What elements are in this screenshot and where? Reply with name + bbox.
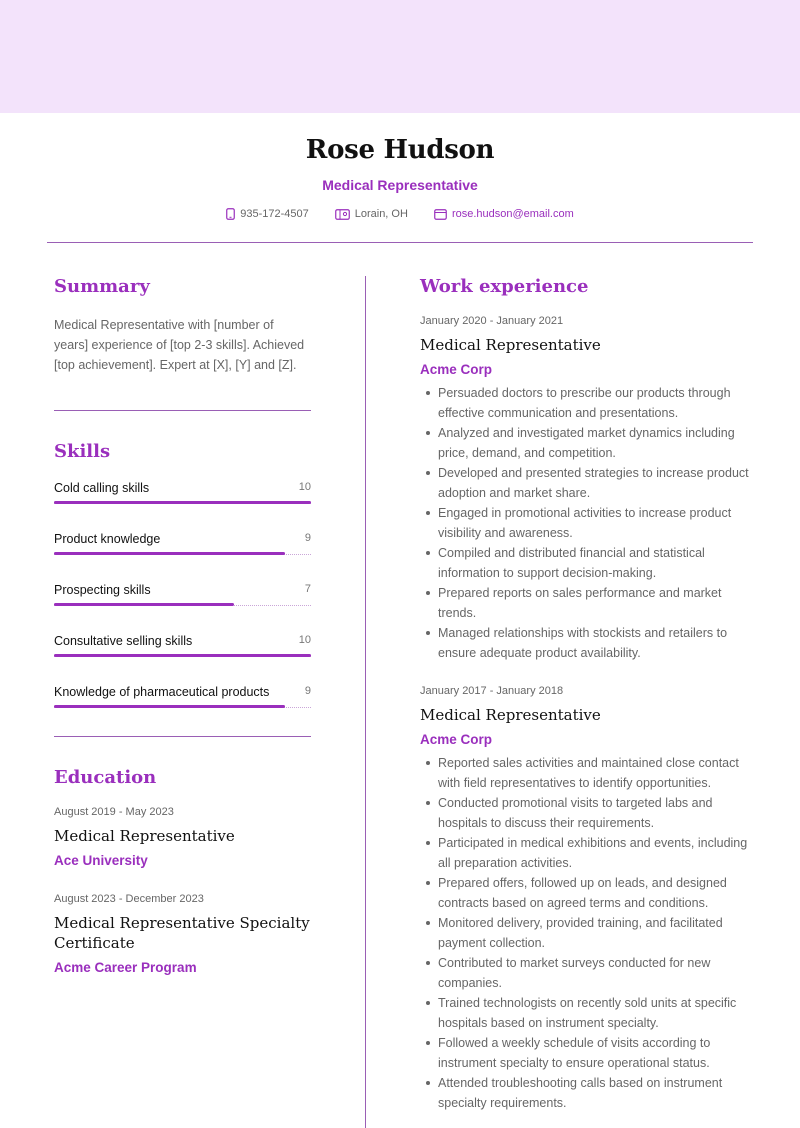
job-role: Medical Representative	[420, 706, 601, 724]
map-icon	[335, 209, 350, 220]
bullet-item: Conducted promotional visits to targeted labs and hospitals to discuss their requirements.	[420, 793, 750, 833]
education-date: August 2019 - May 2023	[54, 806, 174, 818]
education-degree: Medical Representative	[54, 827, 235, 845]
skill-label: Cold calling skills	[54, 481, 150, 495]
skill-item	[54, 685, 311, 736]
summary-divider	[54, 410, 311, 411]
bullet-item: Engaged in promotional activities to increase product visibility and awareness.	[420, 503, 750, 543]
header-band	[0, 0, 800, 113]
job-entry	[420, 685, 750, 1113]
phone-icon	[226, 208, 235, 220]
skill-item	[54, 532, 311, 583]
skill-bar	[54, 552, 311, 555]
education-date: August 2023 - December 2023	[54, 893, 204, 905]
bullet-item: Attended troubleshooting calls based on instrument specialty requirements.	[420, 1073, 750, 1113]
skill-label: Product knowledge	[54, 532, 161, 546]
bullet-item: Compiled and distributed financial and statistical information to support decision-making.	[420, 543, 750, 583]
skill-bar	[54, 654, 311, 657]
contact-email[interactable]	[434, 208, 574, 220]
education-degree: Medical Representative Specialty Certificate	[54, 914, 310, 952]
bullet-item: Trained technologists on recently sold units at specific hospitals based on instrument specialty.	[420, 993, 750, 1033]
job-entry	[420, 315, 750, 663]
education-heading: Education	[54, 767, 157, 788]
column-divider	[365, 276, 366, 1128]
skill-score: 9	[304, 685, 311, 697]
work-heading: Work experience	[420, 276, 589, 297]
education-item	[54, 893, 311, 975]
right-column	[420, 276, 750, 1113]
job-role: Medical Representative	[420, 336, 601, 354]
skill-item	[54, 634, 311, 685]
job-date: January 2017 - January 2018	[420, 685, 564, 697]
skill-bar-fill	[54, 552, 285, 555]
job-bullets	[420, 383, 750, 663]
summary-heading: Summary	[54, 276, 150, 297]
left-column	[54, 276, 311, 975]
skill-bar	[54, 501, 311, 504]
bullet-item: Contributed to market surveys conducted for new companies.	[420, 953, 750, 993]
job-date: January 2020 - January 2021	[420, 315, 564, 327]
education-school: Acme Career Program	[54, 960, 197, 975]
mail-icon	[434, 209, 447, 220]
education-school: Ace University	[54, 853, 148, 868]
skill-item	[54, 481, 311, 532]
skills-heading: Skills	[54, 441, 111, 462]
bullet-item: Developed and presented strategies to increase product adoption and market share.	[420, 463, 750, 503]
person-name: Rose Hudson	[305, 135, 495, 165]
skill-bar-fill	[54, 654, 311, 657]
skill-label: Consultative selling skills	[54, 634, 193, 648]
education-item	[54, 806, 311, 868]
job-title: Medical Representative	[322, 177, 478, 193]
location-text: Lorain, OH	[354, 208, 408, 220]
skill-bar-fill	[54, 603, 234, 606]
bullet-item: Prepared offers, followed up on leads, and designed contracts based on agreed terms and conditions.	[420, 873, 750, 913]
bullet-item: Participated in medical exhibitions and events, including all preparation activities.	[420, 833, 750, 873]
bullet-item: Prepared reports on sales performance and market trends.	[420, 583, 750, 623]
contact-bar	[0, 208, 800, 220]
bullet-item: Reported sales activities and maintained close contact with field representatives to identify opportunities.	[420, 753, 750, 793]
job-company: Acme Corp	[420, 732, 493, 747]
skills-section	[54, 441, 311, 736]
skill-score: 7	[304, 583, 311, 595]
skill-bar-fill	[54, 501, 311, 504]
summary-text: Medical Representative with [number of years] experience of [top 2-3 skills]. Achieved [top achievement]. Expert at [X], [Y] and [Z].	[54, 318, 305, 372]
contact-phone	[226, 208, 309, 220]
skills-divider	[54, 736, 311, 737]
skills-list	[54, 481, 311, 736]
header-divider	[47, 242, 753, 243]
skill-item	[54, 583, 311, 634]
summary-section	[54, 276, 311, 375]
education-section	[54, 767, 311, 975]
skill-bar	[54, 705, 311, 708]
bullet-item: Monitored delivery, provided training, and facilitated payment collection.	[420, 913, 750, 953]
skill-bar-fill	[54, 705, 285, 708]
phone-text: 935-172-4507	[240, 208, 309, 220]
job-company: Acme Corp	[420, 362, 493, 377]
bullet-item: Followed a weekly schedule of visits according to instrument specialty to ensure operational status.	[420, 1033, 750, 1073]
bullet-item: Analyzed and investigated market dynamics including price, demand, and competition.	[420, 423, 750, 463]
contact-location	[335, 208, 408, 220]
skill-label: Knowledge of pharmaceutical products	[54, 685, 270, 699]
skill-label: Prospecting skills	[54, 583, 151, 597]
bullet-item: Persuaded doctors to prescribe our products through effective communication and presentations.	[420, 383, 750, 423]
bullet-item: Managed relationships with stockists and retailers to ensure adequate product availability.	[420, 623, 750, 663]
skill-score: 10	[298, 481, 311, 493]
skill-bar	[54, 603, 311, 606]
email-link[interactable]: rose.hudson@email.com	[451, 208, 574, 220]
skill-score: 10	[298, 634, 311, 646]
job-bullets	[420, 753, 750, 1113]
skill-score: 9	[304, 532, 311, 544]
